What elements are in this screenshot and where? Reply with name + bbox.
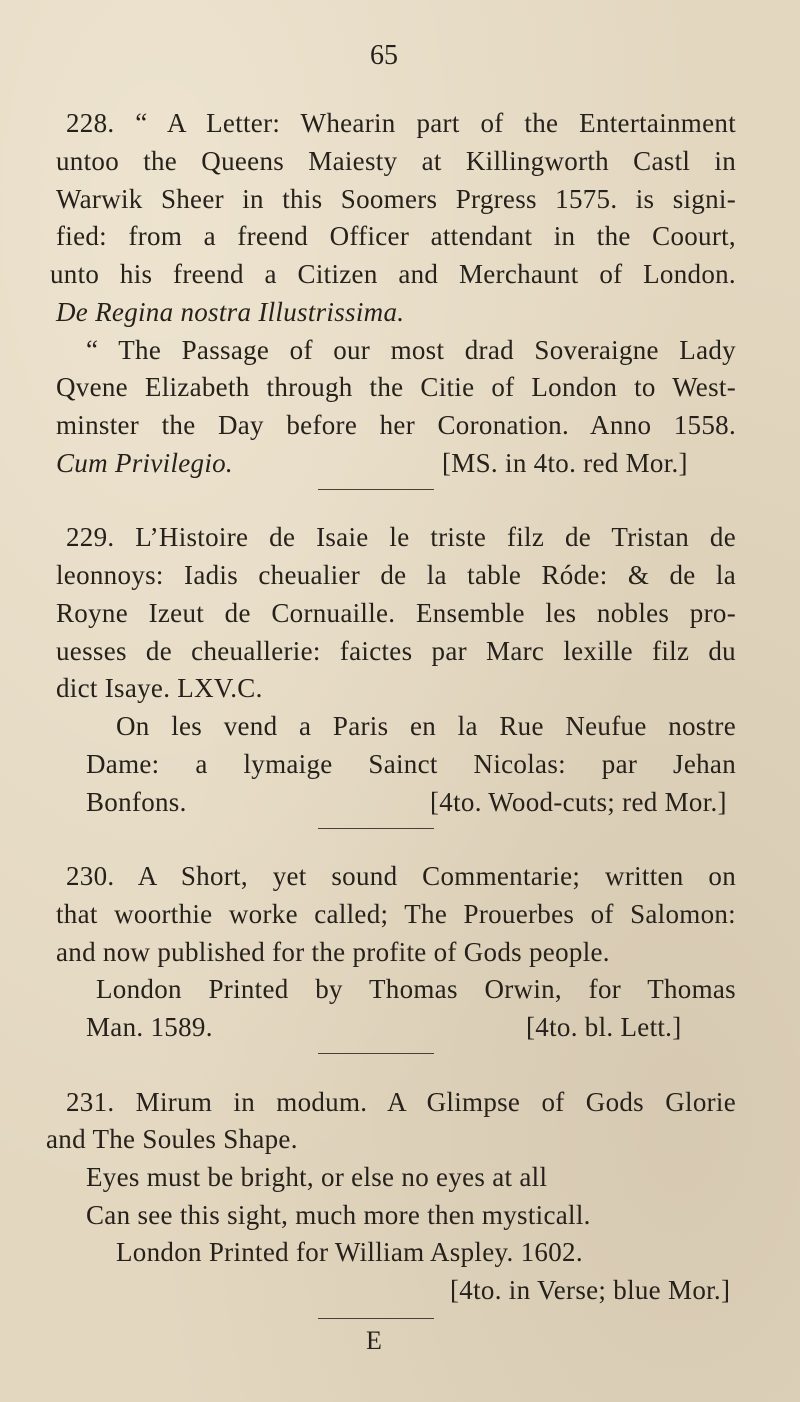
signature-mark: E <box>366 1326 382 1355</box>
entry-line: dict Isaye. LXV.C. <box>56 673 263 704</box>
entry-line: untoo the Queens Maiesty at Killingworth Castl in <box>56 145 736 176</box>
entry-format: [4to. bl. Lett.] <box>526 1011 682 1042</box>
entry-line: Can see this sight, much more then mysticall. <box>86 1199 591 1230</box>
entry-line: Dame: a lymaige Sainct Nicolas: par Jehan <box>86 748 736 779</box>
entry-line: that woorthie worke called; The Prouerbes of Salomon: <box>56 898 736 929</box>
entry-line: 230. A Short, yet sound Commentarie; written on <box>66 861 736 892</box>
entry-format: [MS. in 4to. red Mor.] <box>442 447 688 478</box>
entry-line: London Printed by Thomas Orwin, for Thomas <box>96 974 736 1005</box>
entry-line: Warwik Sheer in this Soomers Prgress 1575. is signi- <box>56 183 736 214</box>
entry-line: Qvene Elizabeth through the Citie of London to West- <box>56 372 736 403</box>
entry-separator <box>318 1053 434 1054</box>
entry-format: [4to. in Verse; blue Mor.] <box>450 1275 731 1306</box>
entry-line: and The Soules Shape. <box>46 1124 298 1155</box>
entry-line: Royne Izeut de Cornuaille. Ensemble les nobles pro- <box>56 597 736 628</box>
entry-separator <box>318 828 434 829</box>
entry-line: unto his freend a Citizen and Merchaunt of London. <box>50 259 736 290</box>
entry-line: Cum Privilegio. <box>56 447 233 478</box>
entry-line: 231. Mirum in modum. A Glimpse of Gods Glorie <box>66 1086 736 1117</box>
entry-line: De Regina nostra Illustrissima. <box>56 296 405 327</box>
entry-line: leonnoys: Iadis cheualier de la table Róde: & de la <box>56 560 736 591</box>
entry-line: On les vend a Paris en la Rue Neufue nostre <box>116 711 736 742</box>
entry-line: London Printed for William Aspley. 1602. <box>116 1237 583 1268</box>
entry-line: 229. L’Histoire de Isaie le triste filz de Tristan de <box>66 522 736 553</box>
entry-line: Bonfons. <box>86 786 187 817</box>
entry-line: uesses de cheuallerie: faictes par Marc lexille filz du <box>56 635 736 666</box>
entry-line: Man. 1589. <box>86 1011 213 1042</box>
page-number: 65 <box>370 40 398 71</box>
entry-separator <box>318 1318 434 1319</box>
entry-line: “ The Passage of our most drad Soveraigne Lady <box>86 334 736 365</box>
entry-line: minster the Day before her Coronation. Anno 1558. <box>56 410 736 441</box>
entry-line: fied: from a freend Officer attendant in the Coourt, <box>56 221 736 252</box>
entry-line: 228. “ A Letter: Whearin part of the Entertainment <box>66 108 736 139</box>
entry-format: [4to. Wood-cuts; red Mor.] <box>430 786 727 817</box>
entry-line: and now published for the profite of Gods people. <box>56 936 610 967</box>
entry-separator <box>318 489 434 490</box>
entry-line: Eyes must be bright, or else no eyes at all <box>86 1161 548 1192</box>
